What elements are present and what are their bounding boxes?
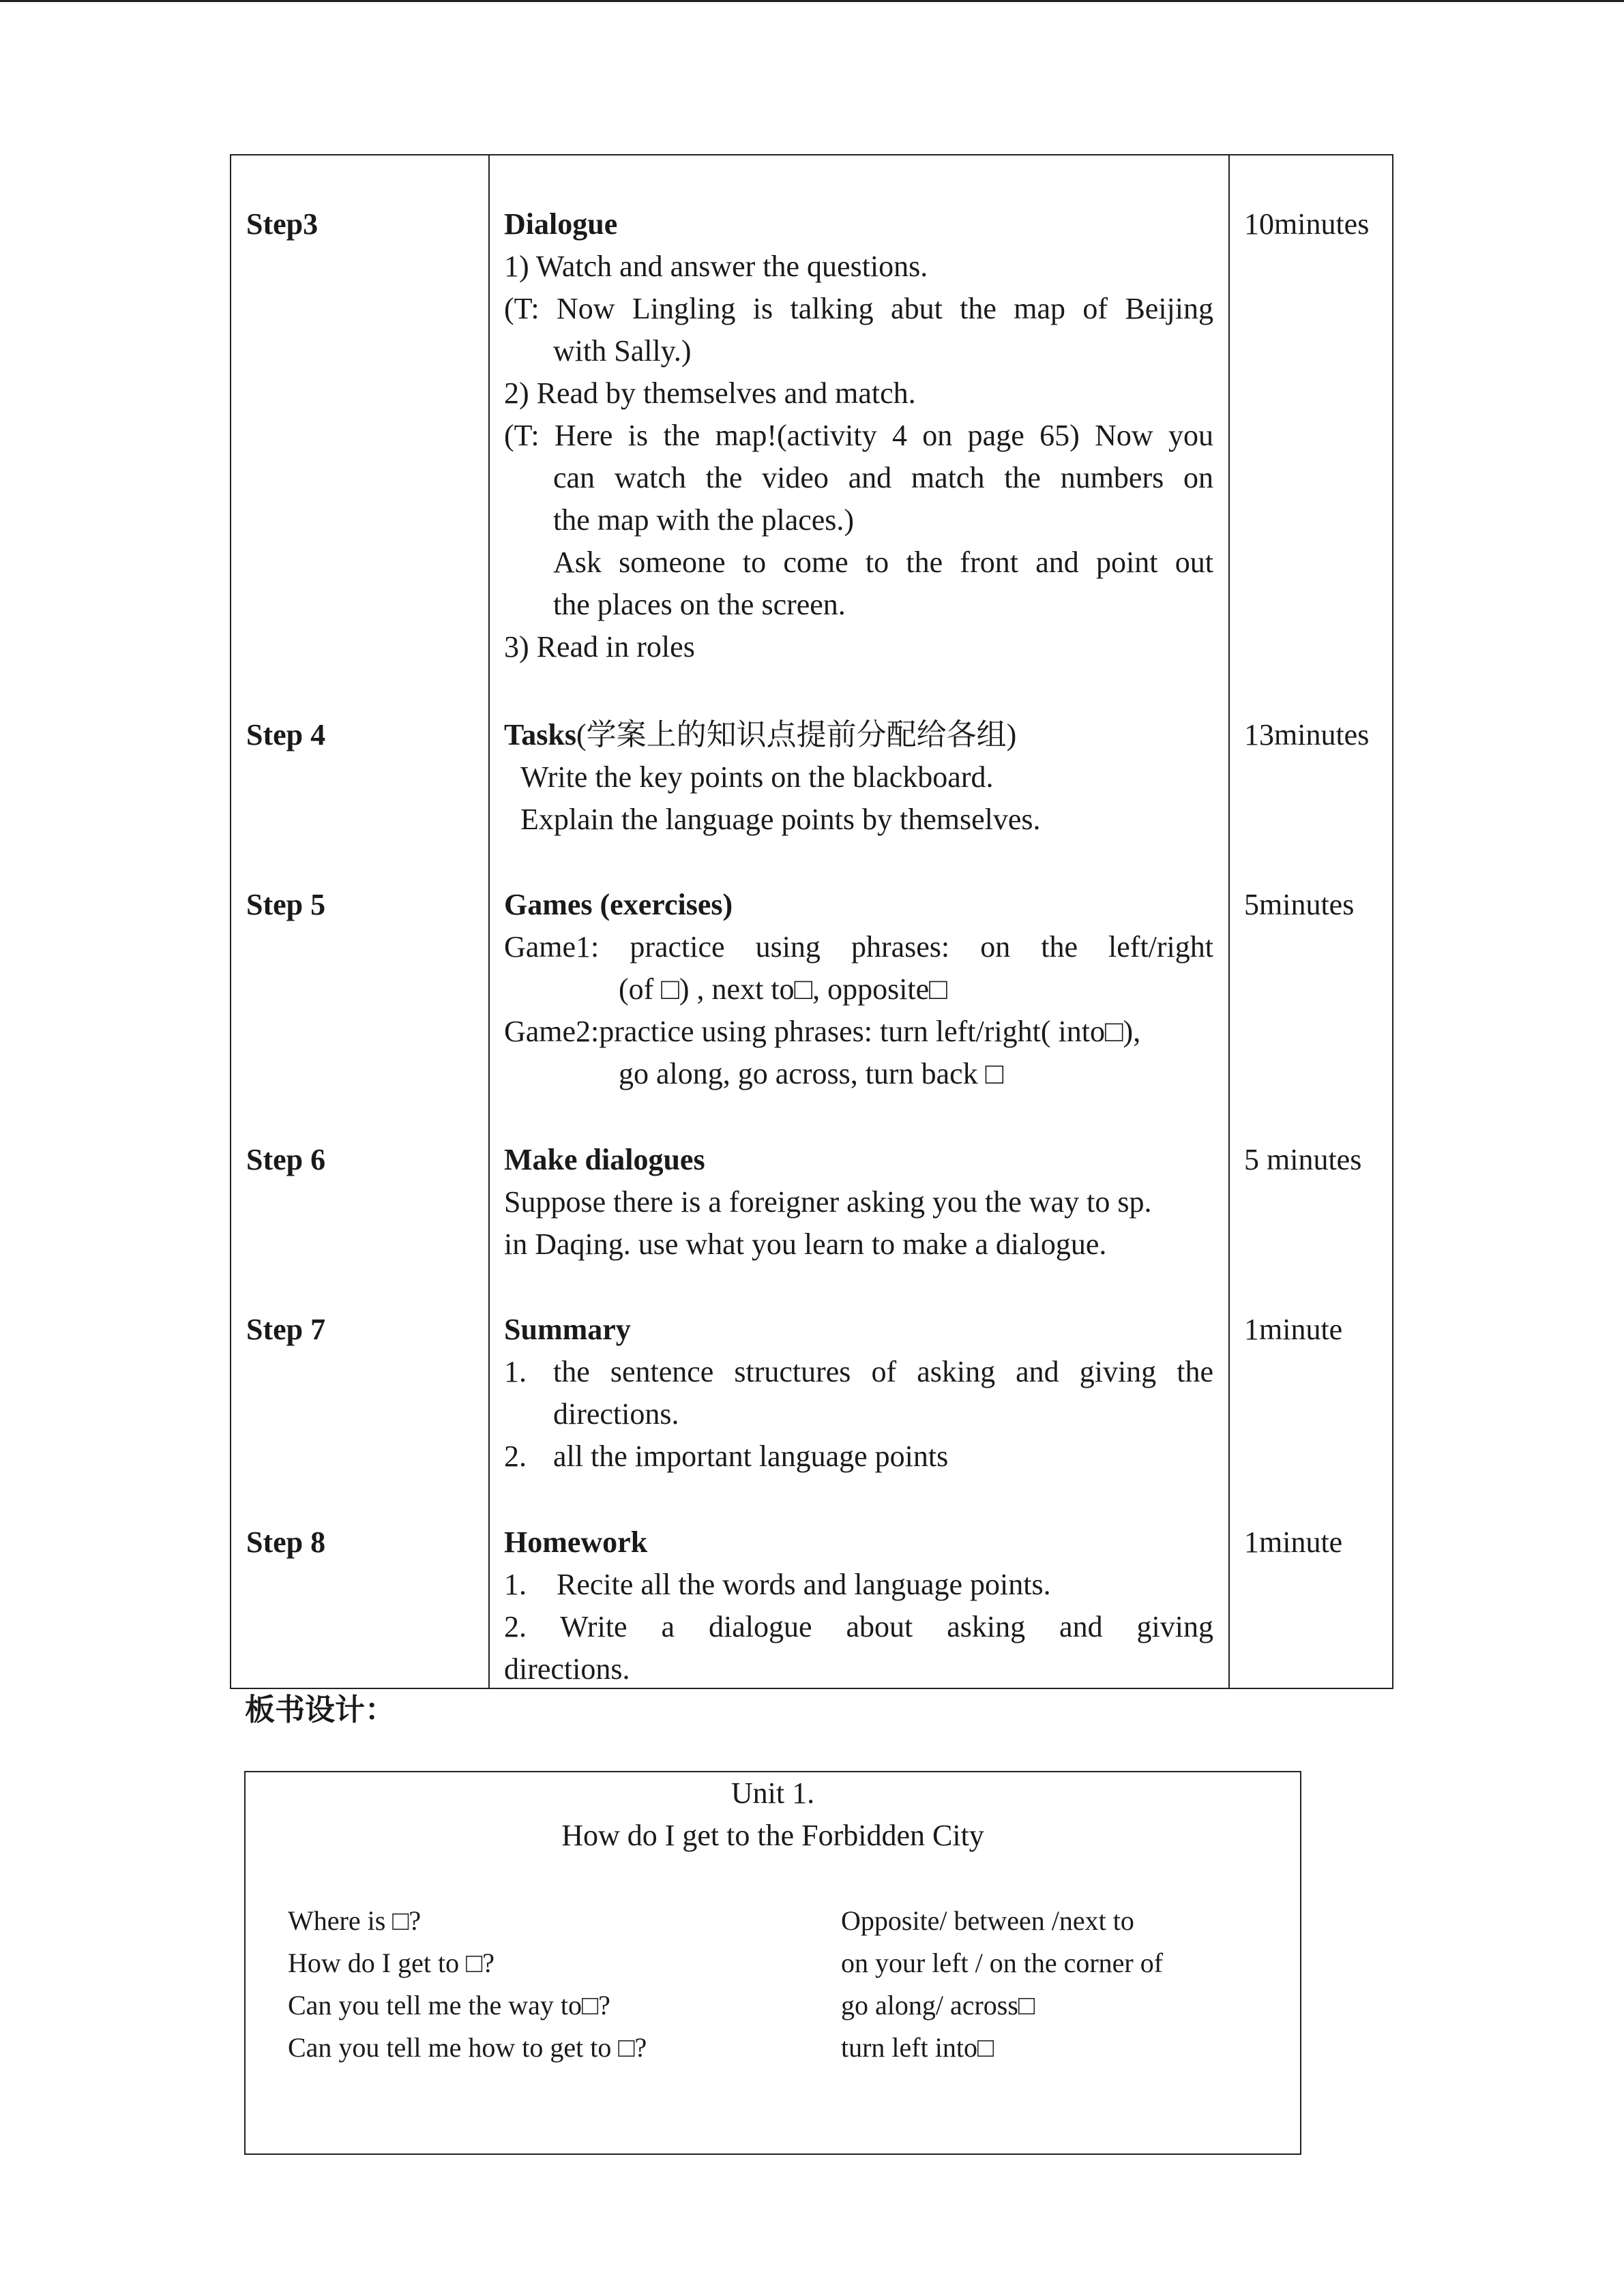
step-duration: 1minute <box>1244 1525 1343 1559</box>
board-phrase: Can you tell me how to get to □? <box>288 2032 647 2063</box>
step-line: can watch the video and match the numbers on <box>553 461 1213 494</box>
list-text: the sentence structures of asking and giving the <box>553 1355 1213 1388</box>
step-line: 1) Watch and answer the questions. <box>504 250 928 283</box>
step-label: Step 5 <box>246 888 326 921</box>
step-line: in Daqing. use what you learn to make a dialogue. <box>504 1227 1107 1261</box>
step-label: Step 7 <box>246 1313 326 1346</box>
board-phrase: turn left into□ <box>841 2032 994 2063</box>
board-phrase: on your left / on the corner of <box>841 1948 1164 1978</box>
list-number: 1. <box>504 1355 527 1388</box>
step-heading: Games (exercises) <box>504 888 733 921</box>
step-content <box>504 203 1213 668</box>
step-line: (of □) , next to□, opposite□ <box>619 972 947 1006</box>
board-phrase: Opposite/ between /next to <box>841 1905 1134 1936</box>
column-divider <box>488 155 490 1688</box>
board-design-heading: 板书设计： <box>245 1693 395 1727</box>
step-label: Step3 <box>246 207 319 241</box>
step-line: with Sally.) <box>553 334 692 368</box>
step-heading: Tasks <box>504 718 577 751</box>
board-unit: Unit 1. <box>730 1776 815 1810</box>
step-heading: Summary <box>504 1313 631 1346</box>
step-line: Write the key points on the blackboard. <box>520 760 994 794</box>
step-heading: Dialogue <box>504 207 618 241</box>
step-line: go along, go across, turn back □ <box>619 1057 1004 1090</box>
step-line: Explain the language points by themselves. <box>520 803 1041 836</box>
step-duration: 13minutes <box>1244 718 1370 751</box>
step-line: directions. <box>504 1652 630 1686</box>
step-line: 2) Read by themselves and match. <box>504 376 916 410</box>
step-label: Step 8 <box>246 1525 326 1559</box>
step-line: the places on the screen. <box>553 588 846 621</box>
step-line: 2. Write a dialogue about asking and giving <box>504 1610 1213 1643</box>
step-content <box>504 1309 1213 1478</box>
step-line: (T: Now Lingling is talking abut the map of Beijing <box>504 292 1213 325</box>
list-text: all the important language points <box>553 1440 949 1473</box>
step-duration: 5minutes <box>1244 888 1355 921</box>
step-line: (T: Here is the map!(activity 4 on page 65) Now you <box>504 419 1213 452</box>
step-label: Step 6 <box>246 1143 326 1176</box>
step-content <box>504 1521 1213 1690</box>
step-content <box>504 1139 1213 1266</box>
step-label: Step 4 <box>246 718 326 751</box>
step-content <box>504 714 1213 841</box>
list-item <box>504 1435 1213 1478</box>
board-design-box <box>244 1771 1301 2155</box>
board-phrase: Where is □? <box>288 1905 422 1936</box>
step-line: the map with the places.) <box>553 503 855 537</box>
lesson-steps-table <box>230 154 1393 1689</box>
board-phrase: Can you tell me the way to□? <box>288 1990 610 2021</box>
step-line: Ask someone to come to the front and point out <box>553 546 1213 579</box>
board-phrase: go along/ across□ <box>841 1990 1035 2021</box>
step-line: 1. Recite all the words and language points. <box>504 1568 1051 1601</box>
list-item <box>504 1351 1213 1435</box>
board-phrase: How do I get to □? <box>288 1948 494 1978</box>
board-title: How do I get to the Forbidden City <box>561 1819 984 1852</box>
step-line: Game1: practice using phrases: on the left/right <box>504 930 1213 964</box>
column-divider <box>1228 155 1230 1688</box>
step-line: 3) Read in roles <box>504 630 695 664</box>
list-text: directions. <box>553 1397 679 1431</box>
step-line: Game2:practice using phrases: turn left/right( into□), <box>504 1015 1141 1048</box>
step-heading-note: (学案上的知识点提前分配给各组) <box>576 718 1017 751</box>
step-duration: 10minutes <box>1244 207 1370 241</box>
step-duration: 1minute <box>1244 1313 1343 1346</box>
step-heading: Homework <box>504 1525 648 1559</box>
step-heading: Make dialogues <box>504 1143 705 1176</box>
step-duration: 5 minutes <box>1244 1143 1362 1176</box>
board-left-column <box>288 1900 647 2069</box>
list-number: 2. <box>504 1440 527 1473</box>
board-right-column <box>841 1900 1163 2069</box>
step-content <box>504 884 1213 1095</box>
step-line: Suppose there is a foreigner asking you the way to sp. <box>504 1185 1152 1219</box>
